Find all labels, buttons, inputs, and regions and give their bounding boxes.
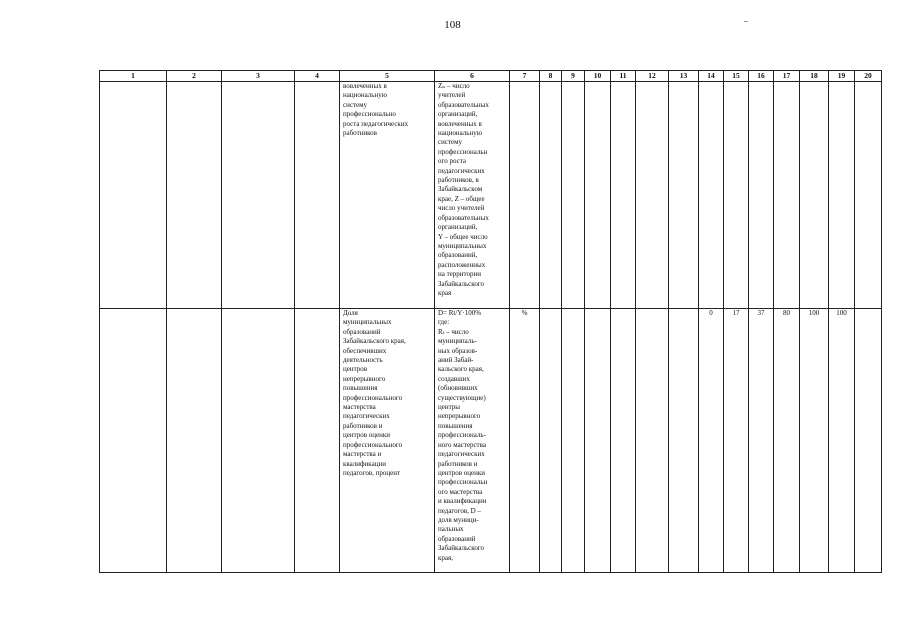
indicator-name-cell (340, 82, 435, 309)
cell-empty (167, 82, 222, 309)
unit-cell: % (510, 309, 540, 573)
cell-empty (100, 82, 167, 309)
column-header-7: 7 (510, 71, 540, 82)
cell-empty (295, 82, 340, 309)
formula-cell (435, 309, 510, 573)
scan-speck (744, 21, 748, 22)
cell-empty (669, 82, 699, 309)
column-header-19: 19 (829, 71, 855, 82)
column-header-2: 2 (167, 71, 222, 82)
column-header-15: 15 (724, 71, 749, 82)
cell-empty (800, 82, 829, 309)
indicator-name-cell (340, 309, 435, 573)
cell-empty (855, 309, 882, 573)
cell-empty (636, 309, 669, 573)
column-header-6: 6 (435, 71, 510, 82)
value-cell: 100 (800, 309, 829, 573)
indicator-name-text: вовлеченных в национальную систему профессионально роста педагогических работников (343, 82, 409, 138)
cell-empty (855, 82, 882, 309)
indicator-name-text: Доля муниципальных образований Забайкальского края, обеспечивших деятельность центров непрерывного повышения профессионального мастерства педагогических работников и центров оценки профессионального мастерства и квалификации педагогов, процент (343, 309, 406, 477)
cell-empty (749, 82, 774, 309)
cell-empty (724, 82, 749, 309)
column-header-8: 8 (540, 71, 562, 82)
value-cell: 37 (749, 309, 774, 573)
cell-empty (167, 309, 222, 573)
cell-empty (774, 82, 800, 309)
cell-empty (510, 82, 540, 309)
column-header-10: 10 (585, 71, 611, 82)
column-header-13: 13 (669, 71, 699, 82)
cell-empty (295, 309, 340, 573)
cell-empty (699, 82, 724, 309)
cell-empty (562, 82, 585, 309)
table-row (100, 309, 882, 573)
column-header-3: 3 (222, 71, 295, 82)
formula-cell (435, 82, 510, 309)
formula-text: D= Rt/Y·100% где: Rₜ – число муниципаль- ных образов- аний Забай- кальского края, создавших (обновивших существующие) центры непрерывного повышения профессиональ- ного мастерства педагогических работников и центров оценки профессиональн ого мастерства и квалификации педагогов, D – доля муници- пальных образований Забайкальского края, (438, 309, 488, 562)
column-header-9: 9 (562, 71, 585, 82)
page-number: 108 (444, 19, 461, 31)
cell-empty (611, 309, 636, 573)
column-header-14: 14 (699, 71, 724, 82)
formula-text: Zₙ – число учителей образовательных организаций, вовлеченных в национальную систему профессиональн ого роста педагогических работников, в Забайкальском крае, Z – общее число учителей образовательных организаций, Y – общее число муниципальных образований, расположенных на территории Забайкальского края (438, 82, 489, 297)
table-row (100, 82, 882, 309)
column-header-17: 17 (774, 71, 800, 82)
column-header-11: 11 (611, 71, 636, 82)
column-header-18: 18 (800, 71, 829, 82)
value-cell: 80 (774, 309, 800, 573)
column-header-1: 1 (100, 71, 167, 82)
cell-empty (100, 309, 167, 573)
value-cell: 100 (829, 309, 855, 573)
column-header-20: 20 (855, 71, 882, 82)
cell-empty (540, 82, 562, 309)
cell-empty (669, 309, 699, 573)
cell-empty (585, 82, 611, 309)
cell-empty (222, 82, 295, 309)
cell-empty (829, 82, 855, 309)
cell-empty (540, 309, 562, 573)
cell-empty (222, 309, 295, 573)
cell-empty (562, 309, 585, 573)
cell-empty (636, 82, 669, 309)
indicator-table (99, 70, 882, 573)
header-row (100, 71, 882, 82)
value-cell: 0 (699, 309, 724, 573)
column-header-16: 16 (749, 71, 774, 82)
column-header-5: 5 (340, 71, 435, 82)
cell-empty (585, 309, 611, 573)
value-cell: 17 (724, 309, 749, 573)
column-header-12: 12 (636, 71, 669, 82)
cell-empty (611, 82, 636, 309)
column-header-4: 4 (295, 71, 340, 82)
